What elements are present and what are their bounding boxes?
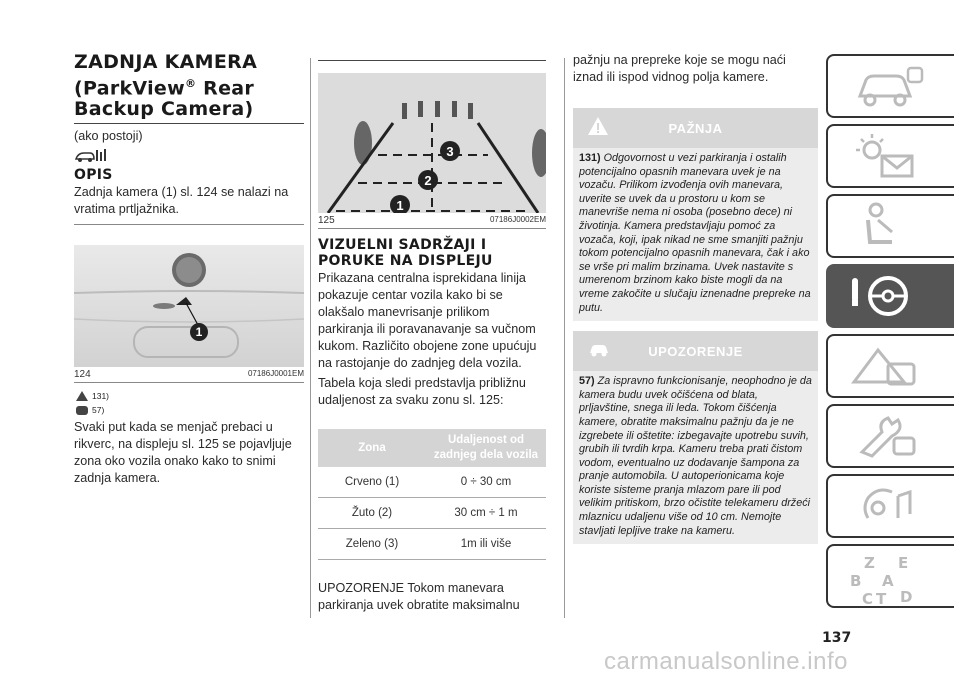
table-row <box>318 498 546 529</box>
variant-icon <box>74 147 304 165</box>
tab-starting-driving[interactable] <box>826 264 954 328</box>
index-letter: Z <box>864 554 875 572</box>
warning-box-body <box>573 148 818 321</box>
zone-distance-table <box>318 429 546 560</box>
title-line-3: Backup Camera) <box>74 98 254 121</box>
reference-warning <box>76 389 304 403</box>
figure-125-bottom-rule <box>318 228 546 229</box>
table-row <box>318 529 546 560</box>
car-caution-icon <box>76 406 88 415</box>
reference-warning-number: 131) <box>92 391 110 402</box>
table-cell-distance: 0 ÷ 30 cm <box>426 467 546 498</box>
display-para-1: Prikazana centralna isprekidana linija pokazuje centar vozila kako bi se olakšalo manevrisanje prilikom parkiranja ili poravanavanje sa vučnom kukom. Različito obojene zone upućuju na rastojanje do zadnjeg dela vozila. <box>318 271 537 370</box>
warning-triangle-icon <box>587 116 609 136</box>
tab-warning-lights[interactable] <box>826 124 954 188</box>
page-title <box>74 52 304 120</box>
body-text: Svaki put kada se menjač prebaci u rikverc, na displeju sl. 125 se pojavljuje zona oko vozila onako kako to snimi zadnja kamera. <box>74 420 292 486</box>
figure-124-bottom-rule <box>74 382 304 383</box>
column-2 <box>318 52 546 614</box>
figure-124-tailgate <box>74 245 304 367</box>
index-letter: B <box>850 572 862 590</box>
figure-124-caption <box>74 369 304 380</box>
tab-multimedia[interactable] <box>826 474 954 538</box>
optional-note: (ako postoji) <box>74 129 143 144</box>
figure-125-code: 07186J0002EM <box>489 215 546 224</box>
table-cell-distance: 30 cm ÷ 1 m <box>426 498 546 529</box>
display-para-3: UPOZORENJE Tokom manevara parkiranja uvek obratite maksimalnu <box>318 581 520 612</box>
display-section-heading: VIZUELNI SADRŽAJI I PORUKE NA DISPLEJU <box>318 237 493 269</box>
index-letter: T <box>876 590 887 608</box>
display-para-2: Tabela koja sledi predstavlja približnu udaljenost za svaku zonu sl. 125: <box>318 376 526 407</box>
warning-box-ref: 131) <box>579 152 601 164</box>
steering-key-icon <box>842 268 922 328</box>
index-letter: D <box>900 588 913 606</box>
figure-124-callout: 1 <box>190 323 208 341</box>
table-cell-zone: Žuto (2) <box>318 498 426 529</box>
figure-125-number: 125 <box>318 215 335 226</box>
warning-box-text: Odgovornost u vezi parkiranja i ostalih potencijalno opasnih manevara uvek je na vozaču. Prilikom izvođenja ovih manevara, uverite se uvek da u prostoru u kom se manevriše nema ni osoba (posebno dece) ni životinja. Kamera predstavljaju pomoć za vozača, koji, ipak nikad ne sme smanjiti pažnju tokom potencijalno opasnih manevara, čak i ako se vrše pri malim brzinama. Uvek nastavite s umerenom brzinom kako biste mogli da na vreme zakočite u slučaju iznenadne prepreke na putu. <box>579 152 811 314</box>
tab-car-info[interactable] <box>826 54 954 118</box>
watermark: carmanualsonline.info <box>604 648 848 675</box>
index-letter: C <box>862 590 874 608</box>
section-opis-heading: OPIS <box>74 167 113 184</box>
index-icon <box>844 548 924 608</box>
table-row <box>318 467 546 498</box>
opis-text: Zadnja kamera (1) sl. 124 se nalazi na vratima prtljažnika. <box>74 185 289 217</box>
table-cell-zone: Zeleno (3) <box>318 529 426 560</box>
caution-box-ref: 57) <box>579 375 595 388</box>
tab-emergency[interactable] <box>826 334 954 398</box>
figure-125-caption <box>318 215 546 226</box>
warning-box-header <box>573 108 818 148</box>
reference-caution <box>76 403 304 417</box>
car-info-icon <box>848 58 928 118</box>
column-divider-1 <box>310 58 311 618</box>
caution-box-title: UPOZORENJE <box>648 343 743 359</box>
figure-124-number: 124 <box>74 369 91 381</box>
callout-2: 2 <box>418 170 438 190</box>
table-header-zone: Zona <box>318 429 426 467</box>
figure-124-code: 07186J0001EM <box>247 369 304 379</box>
reference-caution-number: 57) <box>92 405 105 416</box>
warning-box-title: PAŽNJA <box>668 120 723 136</box>
title-line-1: ZADNJA KAMERA <box>74 51 258 73</box>
title-line-2-pre: (ParkView <box>74 77 185 100</box>
column-divider-2 <box>564 58 565 618</box>
caution-box-text: Za ispravno funkcionisanje, neophodno je da kamera budu uvek očišćena od blata, prljavštine, snega ili leda. Tokom čišćenja kamere, obratite maksimalnu pažnju da je ne izgrebete ili oštetite: izbegavajte upotrebu suvih, grubih ili tvrdih krpa. Kameru treba prati čistom vodom, eventualno uz dodavanje šampona za pranje automobila. U autoperionicama koje koriste sisteme pranja mlazom pare ili pod velikim pritiskom, brzo očistite telekameru držeći mlaznicu udaljenu više od 10 cm. Nemojte stavljati lepljive trake na kameru. <box>579 375 812 537</box>
warning-box <box>573 108 818 321</box>
tab-seat-safety[interactable] <box>826 194 954 258</box>
column-1 <box>74 52 304 487</box>
callout-1: 1 <box>390 195 410 213</box>
caution-box-body <box>573 371 818 544</box>
figure-125-top-rule <box>318 60 546 61</box>
tab-maintenance[interactable] <box>826 404 954 468</box>
page-number: 137 <box>822 630 852 646</box>
multimedia-icon <box>848 478 928 538</box>
callout-3: 3 <box>440 141 460 161</box>
figure-top-rule <box>74 224 304 225</box>
title-rule <box>74 123 304 124</box>
tab-index[interactable] <box>826 544 954 608</box>
emergency-icon <box>848 338 928 398</box>
title-line-2-post: Rear <box>196 77 255 100</box>
column-3 <box>573 52 818 544</box>
index-letter: E <box>898 554 909 572</box>
intro-text: pažnju na prepreke koje se mogu naći iznad ili ispod vidnog polja kamere. <box>573 53 786 84</box>
car-caution-icon <box>587 339 611 359</box>
seat-safety-icon <box>848 198 928 258</box>
registered-mark: ® <box>184 77 197 90</box>
table-cell-distance: 1m ili više <box>426 529 546 560</box>
figure-125-display <box>318 73 546 213</box>
caution-box-header <box>573 331 818 371</box>
index-letter: A <box>882 572 894 590</box>
table-cell-zone: Crveno (1) <box>318 467 426 498</box>
table-header-distance: Udaljenost od zadnjeg dela vozila <box>426 429 546 467</box>
warning-triangle-icon <box>76 391 88 401</box>
maintenance-icon <box>848 408 928 468</box>
warning-lights-icon <box>848 128 928 188</box>
caution-box <box>573 331 818 544</box>
